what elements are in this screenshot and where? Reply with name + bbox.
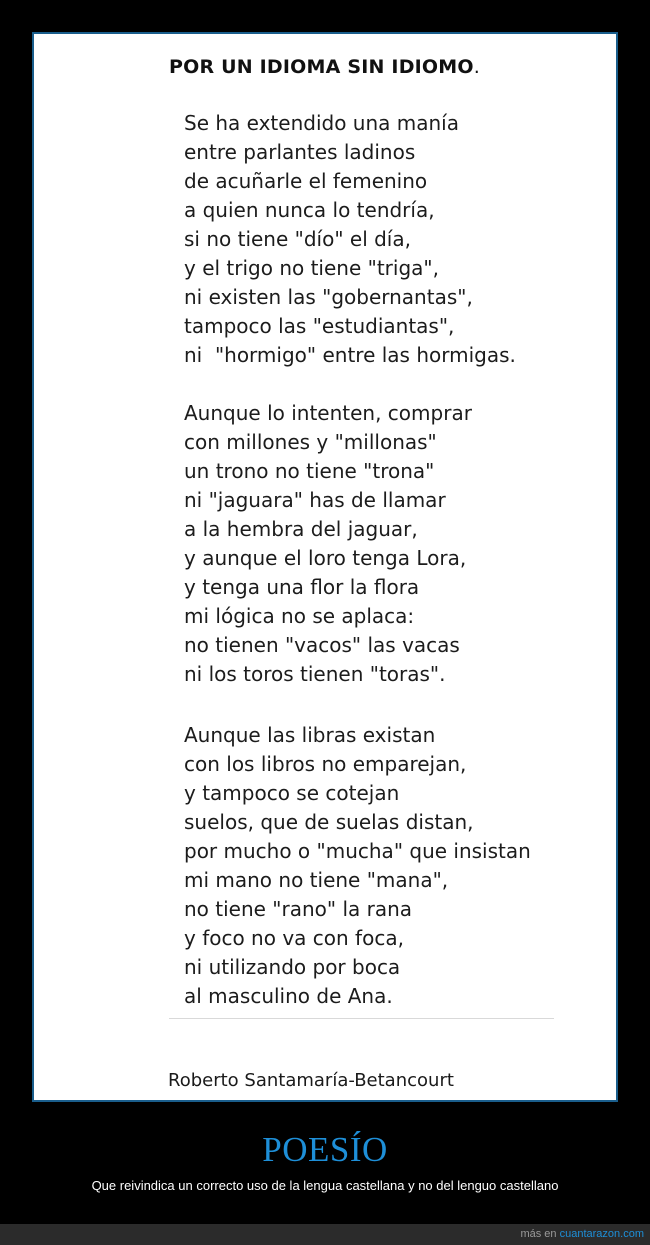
poem-line: mi lógica no se aplaca: <box>184 604 415 628</box>
poem-line: suelos, que de suelas distan, <box>184 810 474 834</box>
poem-line: al masculino de Ana. <box>184 984 393 1008</box>
poem-line: y el trigo no tiene "triga", <box>184 256 439 280</box>
poem-title <box>169 56 480 78</box>
site-link[interactable]: cuantarazon.com <box>559 1228 644 1240</box>
poem-line: si no tiene "dío" el día, <box>184 227 411 251</box>
poem-line: y foco no va con foca, <box>184 926 404 950</box>
poem-title-text: POR UN IDIOMA SIN IDIOMO <box>169 56 474 78</box>
poem-line: Se ha extendido una manía <box>184 111 459 135</box>
footer-prefix: más en <box>520 1228 560 1240</box>
poem-line: con los libros no emparejan, <box>184 752 467 776</box>
poem-line: con millones y "millonas" <box>184 430 437 454</box>
poem-line: no tienen "vacos" las vacas <box>184 633 460 657</box>
poem-title-dot: . <box>473 56 480 78</box>
stanza-1 <box>184 109 516 370</box>
poem-line: ni utilizando por boca <box>184 955 401 979</box>
poem-line: Aunque lo intenten, comprar <box>184 401 472 425</box>
poem-line: a quien nunca lo tendría, <box>184 198 435 222</box>
poem-line: mi mano no tiene "mana", <box>184 868 449 892</box>
poem-line: y tampoco se cotejan <box>184 781 400 805</box>
poem-line: ni "jaguara" has de llamar <box>184 488 446 512</box>
footer-bar <box>0 1224 650 1245</box>
poem-line: a la hembra del jaguar, <box>184 517 418 541</box>
caption-title: POESÍO <box>262 1130 388 1169</box>
caption-subtitle: Que reivindica un correcto uso de la lengua castellana y no del lenguo castellano <box>91 1178 559 1193</box>
poem-line: y tenga una flor la flora <box>184 575 420 599</box>
poem-line: de acuñarle el femenino <box>184 169 428 193</box>
poem-line: ni los toros tienen "toras". <box>184 662 446 686</box>
stanza-3 <box>184 721 531 1011</box>
stanza-2 <box>184 399 472 689</box>
poem-line: entre parlantes ladinos <box>184 140 416 164</box>
poem-line: ni "hormigo" entre las hormigas. <box>184 343 516 367</box>
poem-line: tampoco las "estudiantas", <box>184 314 455 338</box>
poem-line: ni existen las "gobernantas", <box>184 285 473 309</box>
poem-line: un trono no tiene "trona" <box>184 459 435 483</box>
poem-author: Roberto Santamaría-Betancourt <box>168 1070 454 1091</box>
footer-credit <box>520 1228 644 1240</box>
poem-line: y aunque el loro tenga Lora, <box>184 546 467 570</box>
poem-line: por mucho o "mucha" que insistan <box>184 839 531 863</box>
poem-line: no tiene "rano" la rana <box>184 897 413 921</box>
divider <box>169 1018 554 1019</box>
poem-line: Aunque las libras existan <box>184 723 436 747</box>
poem-image-frame <box>32 32 618 1102</box>
